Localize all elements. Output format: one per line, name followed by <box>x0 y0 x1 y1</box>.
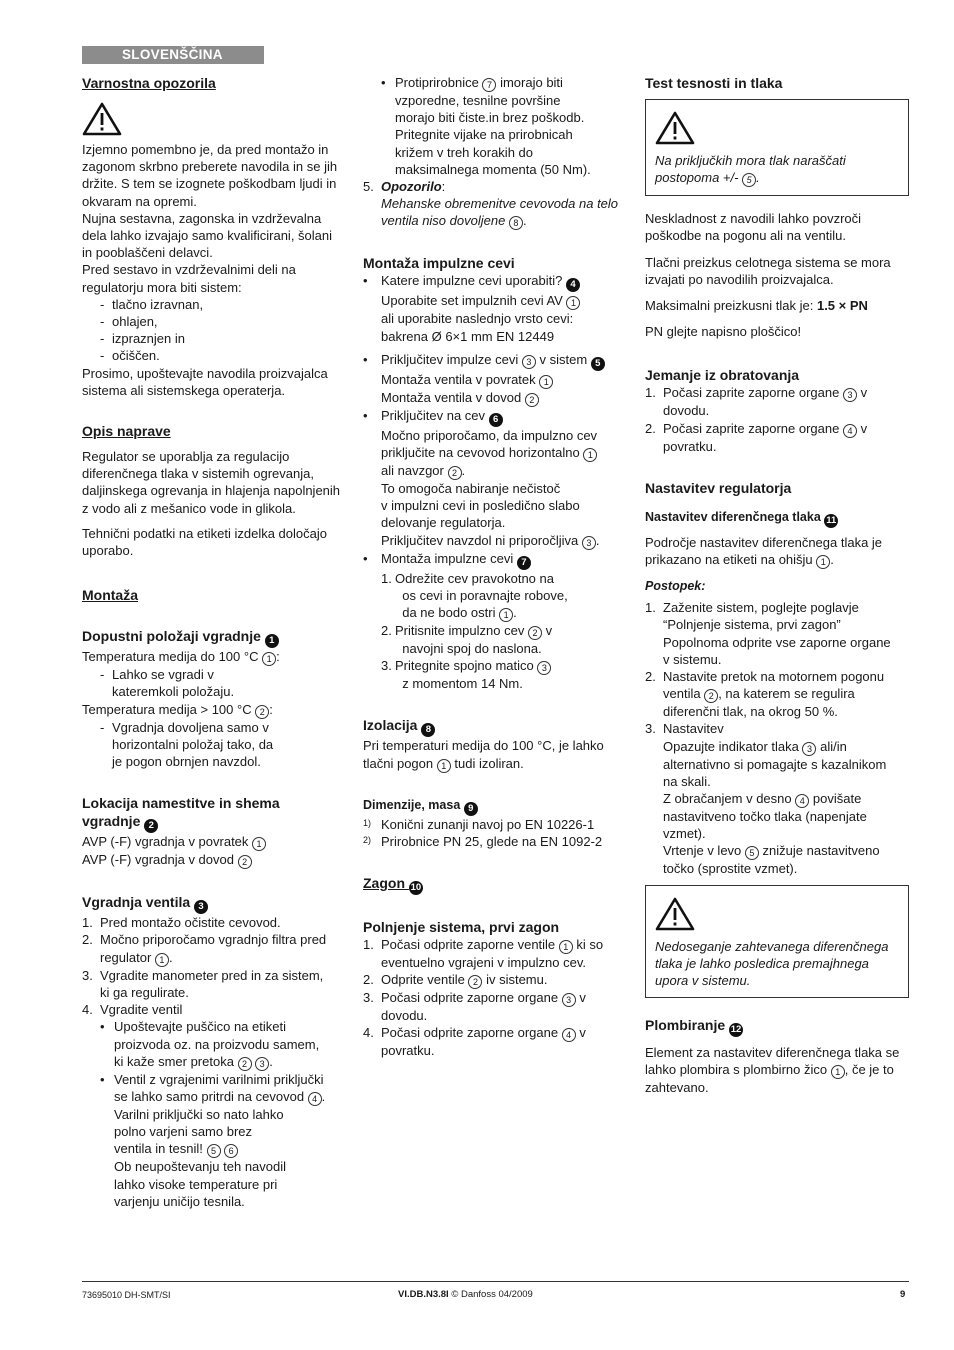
ref-circle: 1 <box>437 759 451 773</box>
list-item: 1. Zaženite sistem, poglejte poglavje “Polnjenje sistema, prvi zagon” Popolnoma odprite vse zaporne organe v sistemu. <box>645 600 891 667</box>
ref-circle: 2 <box>704 689 718 703</box>
figure-number-badge: 5 <box>591 357 605 371</box>
figure-number-badge: 1 <box>265 634 279 648</box>
settings-paragraph: Področje nastavitev diferenčnega tlaka je prikazano na etiketi na ohišju 1 . <box>645 534 883 568</box>
valve-install-heading: Vgradnja ventila 3 <box>82 893 344 914</box>
ref-circle: 3 <box>255 1057 269 1071</box>
test-paragraph-2: Tlačni preizkus celotnega sistema se mora izvajati po navodilih proizvajalca. <box>645 254 891 287</box>
ref-circle: 4 <box>843 424 857 438</box>
page-number: 9 <box>900 1289 906 1300</box>
ref-circle: 1 <box>831 1065 845 1079</box>
list-item: 2. Počasi zaprite zaporne organe 4 v povratku. <box>645 420 868 454</box>
list-item: • Montaža impulzne cevi 7 <box>363 550 621 570</box>
safety-conditions-list <box>82 296 344 365</box>
figure-number-badge: 7 <box>517 556 531 570</box>
description-paragraph-2: Tehnični podatki na etiketi izdelka določajo uporabo. <box>82 525 327 559</box>
language-header: SLOVENŠČINA <box>82 46 264 64</box>
ref-circle: 3 <box>522 355 536 369</box>
test-paragraph-1: Neskladnost z navodili lahko povzroči poškodbe na pogonu ali na ventilu. <box>645 211 862 244</box>
figure-number-badge: 6 <box>489 413 503 427</box>
ref-circle: 5 <box>207 1144 221 1158</box>
list-item: • Priključitev na cev 6 Močno priporočamo, da impulzno cev priključite na cevovod horizontalno 1 ali navzgor 2 . To omogoča nabiranje nečistoč v impulzni cevi in posledično slabo delovanje regulatorja. Priključitev navzdol ni priporočljiva 3 . <box>363 407 600 548</box>
ref-circle: 3 <box>537 661 551 675</box>
list-item: 3. Nastavitev Opazujte indikator tlaka 3 ali/in alternativno si pomagajte s kazalnikom na skali. Z obračanjem v desno 4 povišate nastavitveno točko tlaka (napenjate vzmet). Vrtenje v levo 5 znižuje nastavitveno točko (sprostite vzmet). <box>645 721 887 877</box>
ref-circle: 4 <box>308 1092 322 1106</box>
figure-number-badge: 8 <box>421 723 435 737</box>
list-item: • Upoštevajte puščico na etiketi proizvoda oz. na proizvodu samem, ki kaže smer pretoka 2 3 . <box>100 1019 320 1069</box>
list-item: horizontalni položaj tako, da <box>112 736 274 752</box>
ref-circle: 3 <box>843 388 857 402</box>
list-item: 2. Nastavite pretok na motornem pogonu ventila 2 , na katerem se regulira diferenčni tlak, na okrog 50 %. <box>645 669 885 720</box>
warning-text: Na priključkih mora tlak naraščati postopoma +/- 5 . <box>655 153 846 186</box>
decommission-heading: Jemanje iz obratovanja <box>645 367 800 384</box>
ref-circle: 3 <box>582 536 596 550</box>
filling-heading: Polnjenje sistema, prvi zagon <box>363 919 560 936</box>
location-heading: Lokacija namestitve in shema <box>82 795 280 812</box>
test-paragraph-4: PN glejte napisno ploščico! <box>645 324 802 340</box>
mounting-heading: Montaža <box>82 587 138 604</box>
list-item: 5. Opozorilo: Mehanske obremenitve cevovoda na telo ventila niso dovoljene 8 . <box>363 179 619 229</box>
insulation-text: Pri temperaturi medija do 100 °C, je lahko tlačni pogon 1 tudi izoliran. <box>363 738 604 771</box>
description-paragraph-1: Regulator se uporablja za regulacijo diferenčnega tlaka v sistemih ogrevanja, daljinskega ogrevanja in hlajenja napolnjenih z vodo ali z mešanico vode in glikola. <box>82 449 341 516</box>
ref-circle: 5 <box>745 846 759 860</box>
ref-circle: 1 <box>499 608 513 622</box>
figure-number-badge: 12 <box>730 1024 742 1036</box>
safety-paragraph-4: Prosimo, upoštevajte navodila proizvajalca sistema ali sistemskega operaterja. <box>82 365 328 398</box>
list-item: 1. Pred montažo očistite cevovod. <box>82 915 281 931</box>
list-item: 1. Počasi zaprite zaporne organe 3 v dovodu. <box>645 385 868 419</box>
location-heading-line-2: vgradnje 2 <box>82 812 344 833</box>
list-item: 3. Pritegnite spojno matico 3 z momentom 14 Nm. <box>363 657 621 692</box>
figure-number-badge: 3 <box>194 900 208 914</box>
impulse-tube-heading: Montaža impulzne cevi <box>363 255 515 272</box>
list-item: 1. Odrežite cev pravokotno na os cevi in poravnajte robove, da ne bodo ostri 1 . <box>381 570 568 621</box>
warning-box <box>645 885 909 999</box>
diff-pressure-subheading: Nastavitev diferenčnega tlaka 11 <box>645 509 837 526</box>
warning-triangle-icon <box>655 896 695 932</box>
ref-circle: 2 <box>238 1057 252 1071</box>
figure-number-badge: 11 <box>826 514 837 526</box>
procedure-label: Postopek: <box>645 579 706 594</box>
ref-circle: 2 <box>525 393 539 407</box>
list-item: - izpraznjen in <box>100 331 185 347</box>
list-item: - tlačno izravnan, <box>100 296 204 312</box>
ref-circle: 1 <box>559 940 573 954</box>
ref-circle: 3 <box>802 742 816 756</box>
ref-circle: 6 <box>224 1144 238 1158</box>
location-line-1: AVP (-F) vgradnja v povratek 1 <box>82 833 344 851</box>
ref-circle: 1 <box>583 448 597 462</box>
ref-circle: 1 <box>262 652 276 666</box>
list-item: 2. Pritisnite impulzno cev 2 v navojni spoj do naslona. <box>381 623 553 657</box>
list-item: 3. Počasi odprite zaporne organe 3 v dovodu. <box>363 990 586 1024</box>
settings-heading: Nastavitev regulatorja <box>645 479 792 496</box>
footer-doc-number: 73695010 DH-SMT/SI <box>82 1290 171 1300</box>
list-item: • Ventil z vgrajenimi varilnimi priključki se lahko samo pritrdi na cevovod 4 . Varilni priključki so nato lahko polno varjeni samo brez ventila in tesnil! 5 6 Ob neupoštevanju teh navodil lahko visoke temperature pri varjenju uničijo tesnila. <box>100 1071 326 1209</box>
list-item: • Priključitev impulze cevi 3 v sistem 5 Montaža ventila v povratek 1 Montaža ventila v dovod 2 <box>363 351 621 407</box>
safety-heading: Varnostna opozorila <box>82 75 216 91</box>
dimensions-heading: Dimenzije, masa 9 <box>363 797 621 816</box>
column-1 <box>82 74 344 1210</box>
footnote-item: 1) Konični zunanji navoj po EN 10226-1 <box>363 816 595 832</box>
ref-circle: 4 <box>795 794 809 808</box>
column-2 <box>363 74 621 1060</box>
ref-circle: 2 <box>238 855 252 869</box>
list-item: - očiščen. <box>100 348 160 364</box>
safety-paragraph-1: Izjemno pomembno je, da pred montažo in zagonom skrbno preberete navodila in se jih držite. S tem se izognete poškodbam ljudi in okvaram na opremi. <box>82 142 338 209</box>
start-up-heading: Zagon 10 <box>363 875 422 894</box>
list-item: • Protiprirobnice 7 imorajo biti vzporedne, tesnilne površine morajo biti čiste.in brez poškodb. Pritegnite vijake na prirobnicah križem v treh korakih do maksimalnega momenta (50 Nm). <box>381 75 591 177</box>
ref-circle: 2 <box>528 626 542 640</box>
list-item: kateremkoli položaju. <box>112 684 235 700</box>
safety-paragraph-2: Nujna sestavna, zagonska in vzdrževalna dela lahko izvajajo samo kvalificirani, šolani in pooblaščeni delavci. <box>82 210 333 261</box>
location-line-2: AVP (-F) vgradnja v dovod 2 <box>82 851 344 869</box>
figure-number-badge: 9 <box>464 802 478 816</box>
list-item: 2. Odprite ventile 2 iv sistemu. <box>363 972 548 988</box>
list-item: - Lahko se vgradi v <box>100 667 214 683</box>
list-item: - Vgradnja dovoljena samo v <box>100 719 269 735</box>
ref-circle: 5 <box>742 173 756 187</box>
ref-circle: 1 <box>252 837 266 851</box>
list-item: 4. Vgradite ventil <box>82 1002 183 1018</box>
positions-line-2: Temperatura medija > 100 °C 2 : <box>82 701 273 717</box>
list-item: 1. Počasi odprite zaporne ventile 1 ki so eventuelno vgrajeni v impulzno cev. <box>363 937 604 971</box>
warning-box <box>645 99 909 196</box>
insulation-heading: Izolacija 8 <box>363 716 621 737</box>
ref-circle: 1 <box>566 296 580 310</box>
list-item: 3. Vgradite manometer pred in za sistem, ki ga regulirate. <box>82 967 324 1000</box>
ref-circle: 2 <box>448 466 462 480</box>
ref-circle: 3 <box>562 993 576 1007</box>
ref-circle: 1 <box>816 555 830 569</box>
figure-number-badge: 10 <box>410 882 422 894</box>
list-item: 2. Močno priporočamo vgradnjo filtra pred regulator 1 . <box>82 932 327 965</box>
figure-number-badge: 4 <box>566 278 580 292</box>
column-3 <box>645 74 909 1097</box>
warning-triangle-icon <box>655 110 695 146</box>
ref-circle: 2 <box>255 705 269 719</box>
positions-heading: Dopustni položaji vgradnje 1 <box>82 627 344 648</box>
figure-number-badge: 2 <box>144 819 158 833</box>
list-item: 4. Počasi odprite zaporne organe 4 v povratku. <box>363 1025 586 1059</box>
footnote-item: 2) Prirobnice PN 25, glede na EN 1092-2 <box>363 833 603 849</box>
test-paragraph-3: Maksimalni preizkusni tlak je: 1.5 × PN <box>645 298 868 314</box>
ref-circle: 2 <box>468 975 482 989</box>
leak-test-heading: Test tesnosti in tlaka <box>645 75 783 91</box>
ref-circle: 8 <box>509 216 523 230</box>
sealing-heading: Plombiranje 12 <box>645 1017 742 1036</box>
positions-line-1: Temperatura medija do 100 °C 1 : <box>82 649 280 665</box>
ref-circle: 1 <box>539 375 553 389</box>
footer-code: VI.DB.N3.8I © Danfoss 04/2009 <box>398 1289 533 1300</box>
ref-circle: 7 <box>482 78 496 92</box>
warning-triangle-icon <box>82 101 122 137</box>
sealing-text: Element za nastavitev diferenčnega tlaka se lahko plombira s plombirno žico 1 , če je to zahtevano. <box>645 1045 900 1096</box>
list-item: - ohlajen, <box>100 314 158 330</box>
list-item: je pogon obrnjen navzdol. <box>112 754 261 770</box>
list-item: • Katere impulzne cevi uporabiti? 4 Uporabite set impulznih cevi AV 1 ali uporabite naslednjo vrsto cevi: bakrena Ø 6×1 mm EN 12449 <box>363 272 621 344</box>
safety-paragraph-3: Pred sestavo in vzdrževalnimi deli na regulatorju mora biti sistem: <box>82 262 296 295</box>
description-heading: Opis naprave <box>82 423 171 440</box>
ref-circle: 1 <box>155 953 169 967</box>
warning-text: Nedoseganje zahtevanega diferenčnega tlaka je lahko posledica premajhnega upora v sistemu. <box>655 938 889 989</box>
ref-circle: 4 <box>562 1028 576 1042</box>
footer-divider <box>82 1281 909 1282</box>
